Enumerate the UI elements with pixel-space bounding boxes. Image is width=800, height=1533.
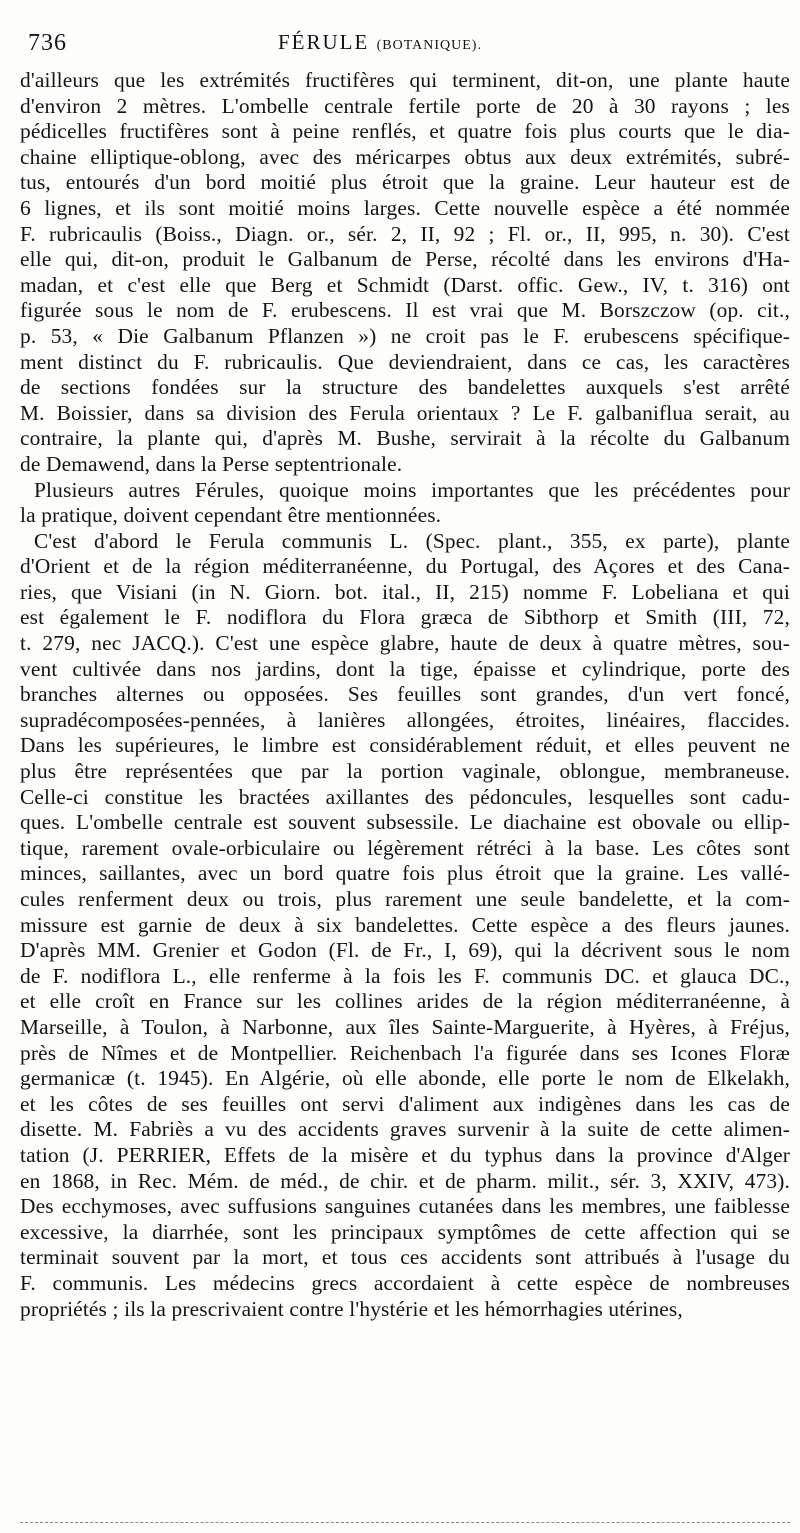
text-line: près de Nîmes et de Montpellier. Reichenbach l'a figurée dans ses Icones Floræ (20, 1040, 790, 1065)
paragraph (20, 68, 790, 478)
text-line: F. rubricaulis (Boiss., Diagn. or., sér. 2, II, 92 ; Fl. or., II, 995, n. 30). C'est (20, 221, 790, 246)
text-line: est également le F. nodiflora du Flora græca de Sibthorp et Smith (III, 72, (20, 605, 790, 630)
text-line: ment distinct du F. rubricaulis. Que deviendraient, dans ce cas, les caractères (20, 349, 790, 374)
text-line: plus être représentées que par la portion vaginale, oblongue, membraneuse. (20, 759, 790, 784)
text-line: et les côtes de ses feuilles ont servi d'aliment aux indigènes dans les cas de (20, 1091, 790, 1116)
text-line: disette. M. Fabriès a vu des accidents graves survenir à la suite de cette alimen- (20, 1117, 790, 1142)
text-line: missure est garnie de deux à six bandelettes. Cette espèce a des fleurs jaunes. (20, 912, 790, 937)
text-line: t. 279, nec JACQ.). C'est une espèce glabre, haute de deux à quatre mètres, sou- (20, 631, 790, 656)
text-line: Marseille, à Toulon, à Narbonne, aux îles Sainte-Marguerite, à Hyères, à Fréjus, (20, 1014, 790, 1039)
page-number: 736 (28, 30, 67, 56)
page-title (278, 30, 618, 55)
text-line: tique, rarement ovale-orbiculaire ou légèrement rétréci à la base. Les côtes sont (20, 835, 790, 860)
text-line: figurée sous le nom de F. erubescens. Il est vrai que M. Borszczow (op. cit., (20, 298, 790, 323)
text-line: de sections fondées sur la structure des bandelettes auxquels s'est arrêté (20, 375, 790, 400)
text-line: d'ailleurs que les extrémités fructifères qui terminent, dit-on, une plante haute (20, 68, 790, 92)
text-line: branches alternes ou opposées. Ses feuilles sont grandes, d'un vert foncé, (20, 682, 790, 707)
text-line: minces, saillantes, avec un bord quatre fois plus étroit que la graine. Les vallé- (20, 861, 790, 886)
title-text: FÉRULE (278, 30, 370, 54)
text-line: d'Orient et de la région méditerranéenne, du Portugal, des Açores et des Cana- (20, 554, 790, 579)
text-line: tation (J. PERRIER, Effets de la misère et du typhus dans la province d'Alger (20, 1142, 790, 1167)
text-line: germanicæ (t. 1945). En Algérie, où elle abonde, elle porte le nom de Elkelakh, (20, 1066, 790, 1091)
text-line: 6 lignes, et ils sont moitié moins larges. Cette nouvelle espèce a été nommée (20, 195, 790, 220)
text-line: vent cultivée dans nos jardins, dont la tige, épaisse et cylindrique, porte des (20, 656, 790, 681)
text-line: pédicelles fructifères sont à peine renflés, et quatre fois plus courts que le dia- (20, 119, 790, 144)
text-line: d'environ 2 mètres. L'ombelle centrale fertile porte de 20 à 30 rayons ; les (20, 93, 790, 118)
text-line: F. communis. Les médecins grecs accordaient à cette espèce de nombreuses (20, 1270, 790, 1295)
text-line: M. Boissier, dans sa division des Ferula orientaux ? Le F. galbaniflua serait, au (20, 400, 790, 425)
text-line: cules renferment deux ou trois, plus rarement une seule bandelette, et la com- (20, 887, 790, 911)
body-text (20, 68, 790, 1322)
running-head (28, 30, 786, 64)
text-line: Des ecchymoses, avec suffusions sanguines cutanées dans les membres, une faiblesse (20, 1194, 790, 1219)
text-line: C'est d'abord le Ferula communis L. (Spec. plant., 355, ex parte), plante (34, 528, 790, 553)
text-line: elle qui, dit-on, produit le Galbanum de Perse, récolté dans les environs d'Ha- (20, 247, 790, 272)
text-line: et elle croît en France sur les collines arides de la région méditerranéenne, à (20, 989, 790, 1014)
text-line: D'après MM. Grenier et Godon (Fl. de Fr., I, 69), qui la décrivent sous le nom (20, 938, 790, 963)
text-line: la pratique, doivent cependant être mentionnées. (20, 503, 442, 528)
text-line: terminait souvent par la mort, et tous ces accidents sont attribués à l'usage du (20, 1245, 790, 1270)
text-line: de Demawend, dans la Perse septentrionale. (20, 451, 403, 476)
text-line: excessive, la diarrhée, sont les principaux symptômes de cette affection qui se (20, 1219, 790, 1244)
text-line: Dans les supérieures, le limbre est considérablement réduit, et elles peuvent ne (20, 733, 790, 758)
text-line: contraire, la plante qui, d'après M. Bushe, servirait à la récolte du Galbanum (20, 426, 790, 451)
text-line: p. 53, « Die Galbanum Pflanzen ») ne croit pas le F. erubescens spécifique- (20, 323, 790, 348)
text-line: supradécomposées-pennées, à lanières allongées, étroites, linéaires, flaccides. (20, 707, 790, 732)
text-line: Celle-ci constitue les bractées axillantes des pédoncules, lesquelles sont cadu- (20, 784, 790, 809)
text-line: madan, et c'est elle que Berg et Schmidt (Darst. offic. Gew., IV, t. 316) ont (20, 272, 790, 297)
bottom-rule (20, 1522, 790, 1523)
text-line: ques. L'ombelle centrale est souvent subsessile. Le diachaine est obovale ou ellip- (20, 810, 790, 835)
text-line: de F. nodiflora L., elle renferme à la fois les F. communis DC. et glauca DC., (20, 963, 790, 988)
text-line: ries, que Visiani (in N. Giorn. bot. ital., II, 215) nomme F. Lobeliana et qui (20, 579, 790, 604)
paragraph (20, 529, 790, 1322)
text-line: chaine elliptique-oblong, avec des méricarpes obtus aux deux extrémités, subré- (20, 144, 790, 169)
paragraph (20, 478, 790, 529)
title-subtitle: (BOTANIQUE). (376, 38, 482, 53)
text-line: tus, entourés d'un bord moitié plus étroit que la graine. Leur hauteur est de (20, 170, 790, 195)
text-line: propriétés ; ils la prescrivaient contre l'hystérie et les hémorrhagies utérines, (20, 1296, 683, 1321)
text-line: en 1868, in Rec. Mém. de méd., de chir. et de pharm. milit., sér. 3, XXIV, 473). (20, 1168, 790, 1193)
text-line: Plusieurs autres Férules, quoique moins importantes que les précédentes pour (34, 477, 790, 502)
